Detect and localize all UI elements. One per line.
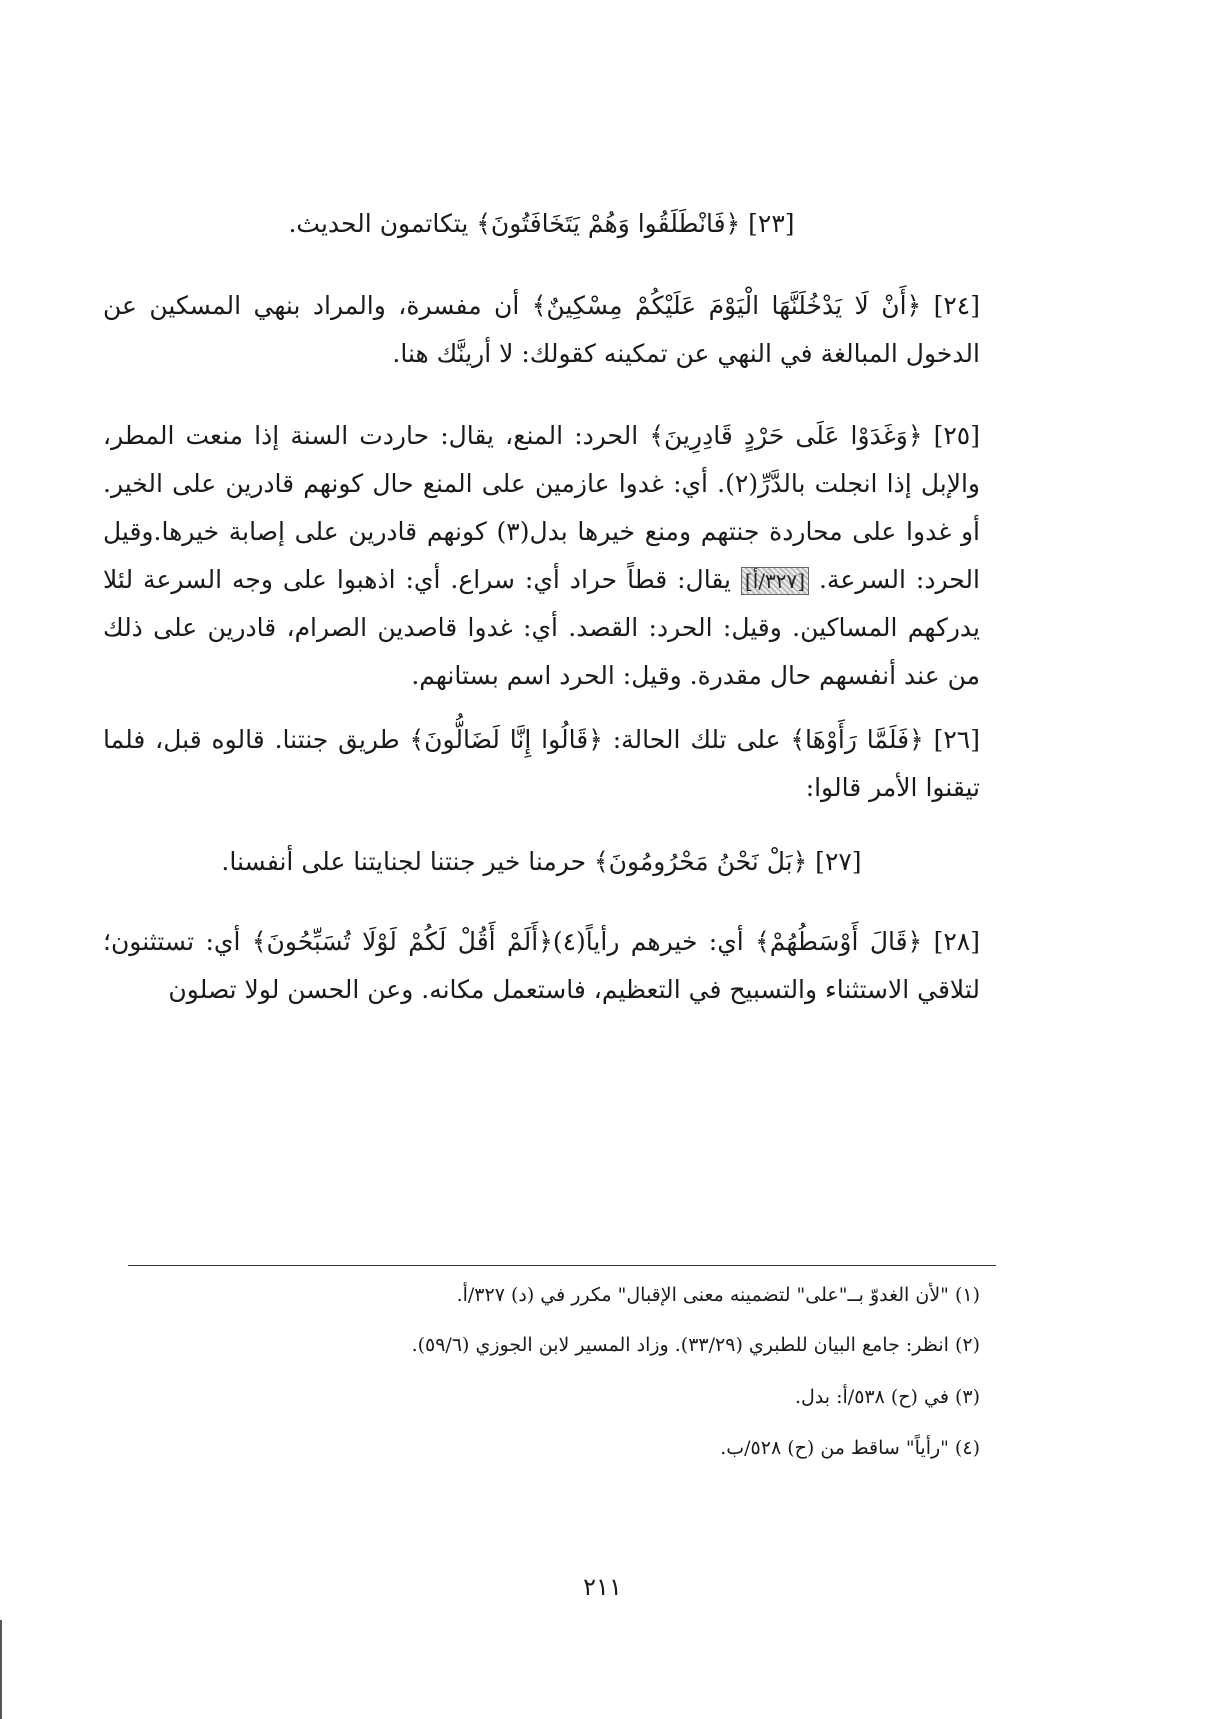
- page-number: ٢١١: [583, 1573, 622, 1601]
- paragraph-verse-25-part-1: [٢٥] ﴿وَغَدَوْا عَلَى حَرْدٍ قَادِرِينَ﴾ الحرد: المنع، يقال: حاردت السنة إذا منعت المطر، والإبل إذا انجلت بالدَّرِّ(٢). أي: غدوا عازمين على المنع حال كونهم قادرين على الخير. أو غدوا على محاردة جنتهم ومنع خيرها بدل(٣) كونهم قادرين على إصابة خيرها.وقيل الحرد: السرعة.: [103, 421, 980, 594]
- paragraph-verse-25-part-2: يقال: قطاً حراد أي: سراع. أي: اذهبوا على وجه السرعة لئلا يدركهم المساكين. وقيل: الحرد: القصد. أي: غدوا قاصدين الصرام، قادرين على ذلك من عند أنفسهم حال مقدرة. وقيل: الحرد اسم بستانهم.: [103, 565, 980, 690]
- footnote-separator: [128, 1265, 996, 1266]
- paragraph-verse-24: [٢٤] ﴿أَنْ لَا يَدْخُلَنَّهَا الْيَوْمَ عَلَيْكُمْ مِسْكِينٌ﴾ أن مفسرة، والمراد بنهي المسكين عن الدخول المبالغة في النهي عن تمكينه كقولك: لا أرينَّك هنا.: [103, 291, 980, 368]
- paragraph-verse-27: [٢٧] ﴿بَلْ نَحْنُ مَحْرُومُونَ﴾ حرمنا خير جنتنا لجنايتنا على أنفسنا.: [221, 847, 862, 876]
- footnote-2: (٢) انظر: جامع البيان للطبري (٣٣/٢٩). وزاد المسير لابن الجوزي (٥٩/٦).: [411, 1334, 980, 1356]
- footnote-3: (٣) في (ح) ٥٣٨/أ: بدل.: [794, 1386, 980, 1408]
- scan-edge-mark: [0, 1620, 2, 1719]
- paragraph-verse-23: [٢٣] ﴿فَانْطَلَقُوا وَهُمْ يَتَخَافَتُونَ﴾ يتكاتمون الحديث.: [288, 209, 795, 238]
- footnote-1: (١) "لأن الغدوّ بــ"على" لتضمينه معنى الإقبال" مكرر في (د) ٣٢٧/أ.: [456, 1284, 980, 1306]
- paragraph-verse-28: [٢٨] ﴿قَالَ أَوْسَطُهُمْ﴾ أي: خيرهم رأياً(٤)﴿أَلَمْ أَقُلْ لَكُمْ لَوْلَا تُسَبِّحُونَ﴾ أي: تستثنون؛ لتلاقي الاستثناء والتسبيح في التعظيم، فاستعمل مكانه. وعن الحسن لولا تصلون: [103, 927, 980, 1004]
- paragraph-verse-26: [٢٦] ﴿فَلَمَّا رَأَوْهَا﴾ على تلك الحالة: ﴿قَالُوا إِنَّا لَضَالُّونَ﴾ طريق جنتنا. قالوه قبل، فلما تيقنوا الأمر قالوا:: [103, 725, 980, 802]
- footnote-4: (٤) "رأياً" ساقط من (ح) ٥٢٨/ب.: [720, 1437, 980, 1459]
- manuscript-folio-reference: [٣٢٧/أ]: [741, 567, 809, 595]
- paragraph-verse-25: [103, 412, 980, 700]
